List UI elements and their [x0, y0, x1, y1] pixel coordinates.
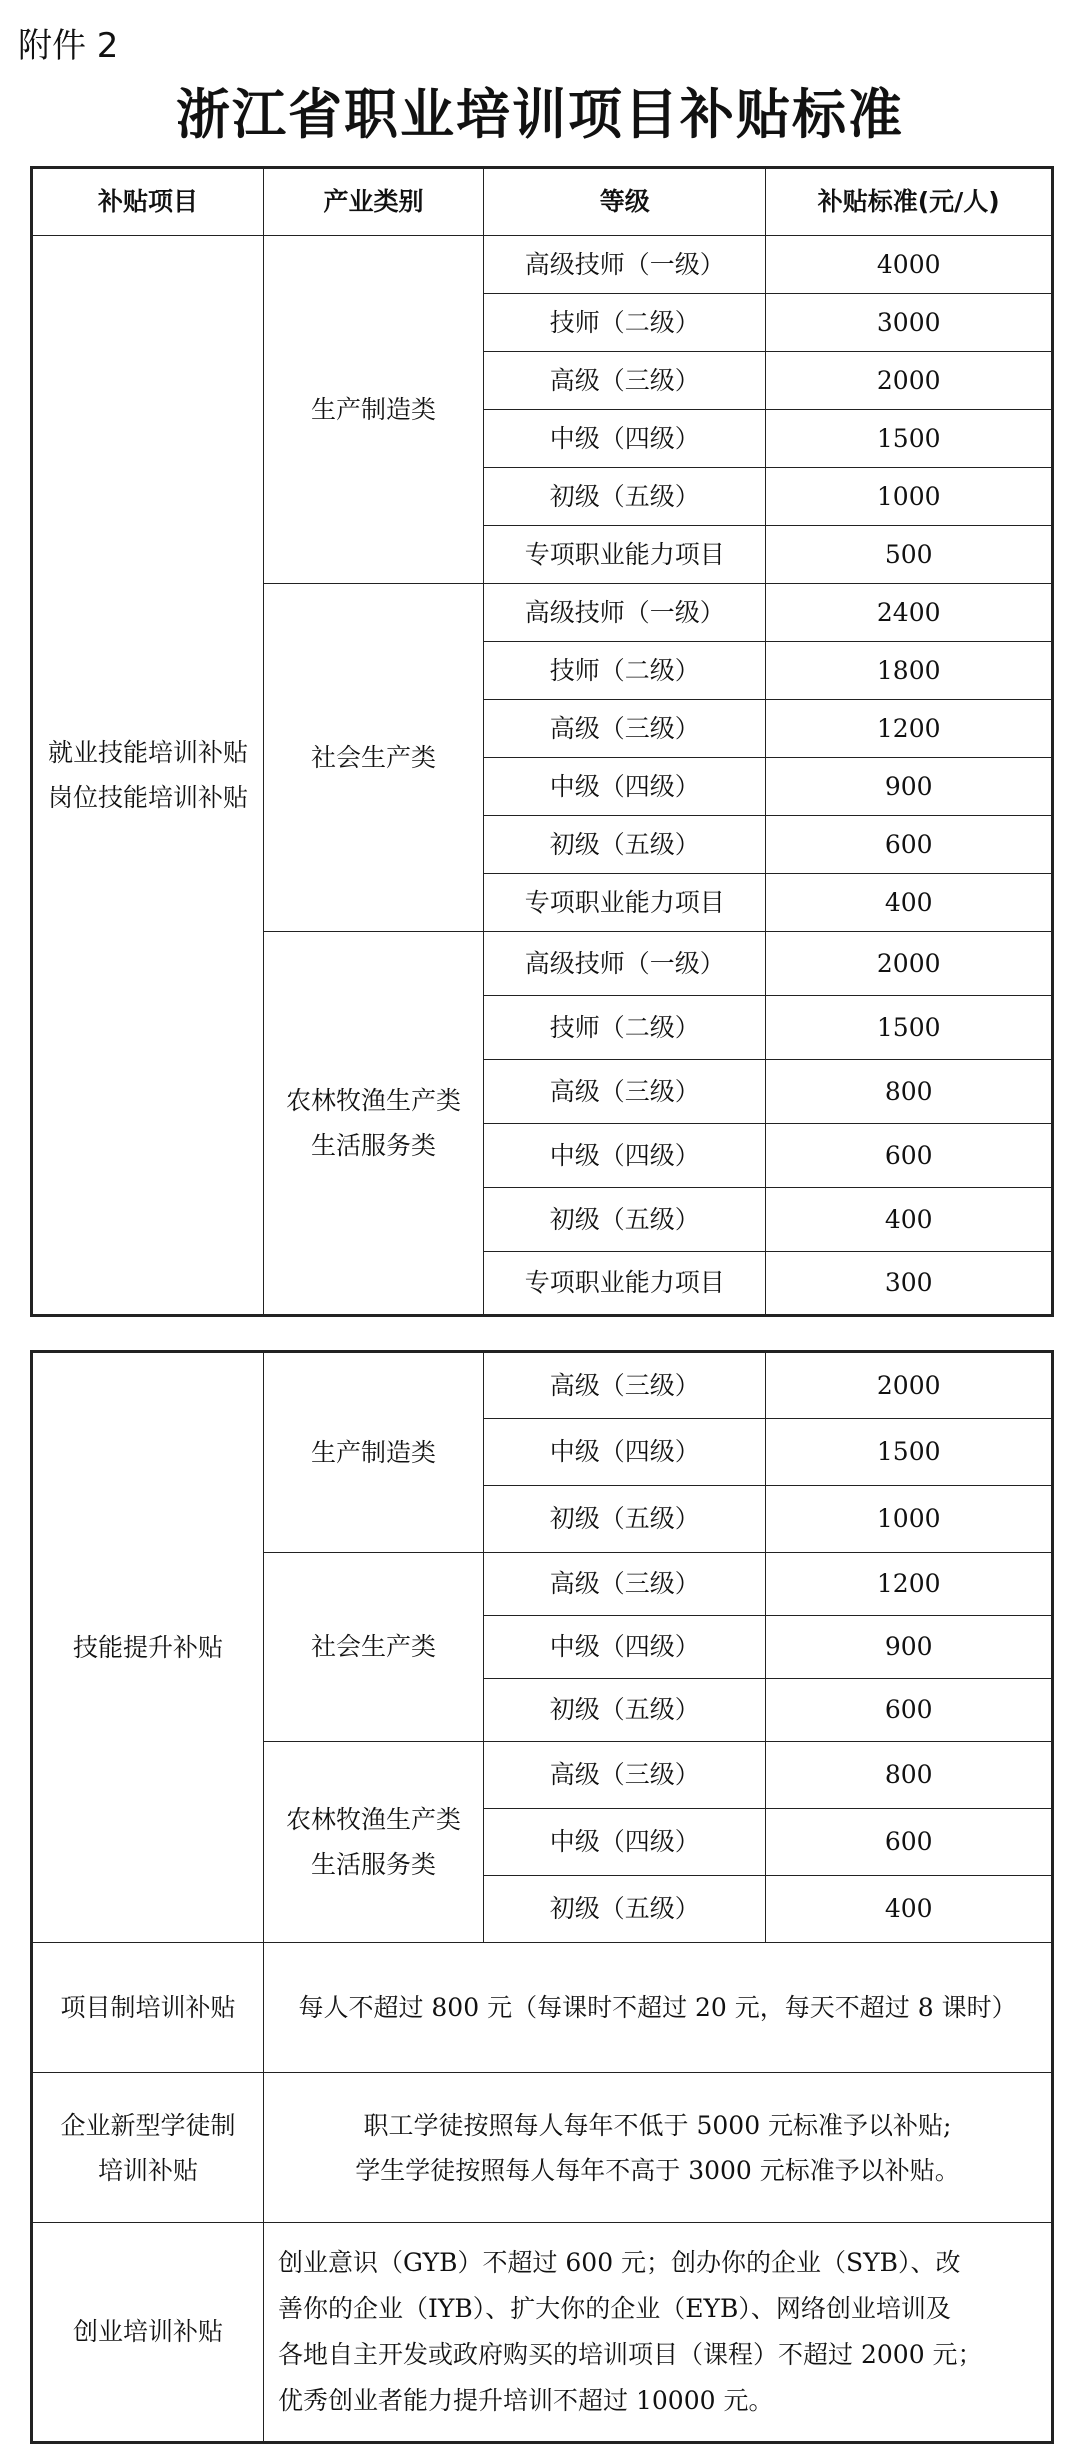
level-cell: 专项职业能力项目 — [483, 874, 765, 932]
value-cell: 400 — [766, 1188, 1053, 1252]
startup-text-line: 优秀创业者能力提升培训不超过 10000 元。 — [278, 2386, 774, 2416]
level-cell: 初级（五级） — [483, 468, 765, 526]
level-cell: 高级技师（一级） — [483, 584, 765, 642]
value-cell: 1200 — [766, 1553, 1053, 1616]
value-cell: 2000 — [766, 352, 1053, 410]
level-cell: 初级（五级） — [483, 1679, 765, 1742]
value-cell: 600 — [766, 1679, 1053, 1742]
category-cell — [264, 1742, 484, 1943]
value-cell: 900 — [766, 1616, 1053, 1679]
apprentice-label-line: 企业新型学徒制 — [60, 2110, 236, 2140]
attachment-label: 附件 2 — [18, 26, 119, 66]
table-row — [32, 236, 1053, 294]
table-row-startup — [32, 2223, 1053, 2443]
value-cell: 3000 — [766, 294, 1053, 352]
value-cell: 600 — [766, 816, 1053, 874]
level-cell: 中级（四级） — [483, 1809, 765, 1876]
value-cell: 2000 — [766, 932, 1053, 996]
value-cell: 800 — [766, 1742, 1053, 1809]
level-cell: 中级（四级） — [483, 1419, 765, 1486]
value-cell: 400 — [766, 1876, 1053, 1943]
category-line: 生活服务类 — [310, 1131, 436, 1160]
level-cell: 高级（三级） — [483, 1060, 765, 1124]
category-cell — [264, 1553, 484, 1742]
apprentice-text-line: 学生学徒按照每人每年不高于 3000 元标准予以补贴。 — [355, 2155, 960, 2185]
category-cell — [264, 584, 484, 932]
value-cell: 1500 — [766, 996, 1053, 1060]
level-cell: 高级技师（一级） — [483, 932, 765, 996]
item-cell-skill-upgrade — [32, 1352, 264, 1943]
level-cell: 技师（二级） — [483, 642, 765, 700]
value-cell: 1200 — [766, 700, 1053, 758]
item-line: 岗位技能培训补贴 — [48, 783, 249, 812]
category-line: 农林牧渔生产类 — [285, 1086, 461, 1115]
category-cell — [264, 932, 484, 1316]
item-cell-employment — [32, 236, 264, 1316]
value-cell: 2400 — [766, 584, 1053, 642]
level-cell: 专项职业能力项目 — [483, 526, 765, 584]
subsidy-table-section-2 — [30, 1350, 1054, 2444]
value-cell: 400 — [766, 874, 1053, 932]
table-row-apprentice — [32, 2073, 1053, 2223]
header-category: 产业类别 — [264, 168, 484, 236]
startup-text-line: 善你的企业（IYB）、扩大你的企业（EYB）、网络创业培训及 — [278, 2293, 951, 2323]
level-cell: 初级（五级） — [483, 1188, 765, 1252]
startup-text — [264, 2223, 1053, 2443]
level-cell: 高级（三级） — [483, 352, 765, 410]
level-cell: 高级技师（一级） — [483, 236, 765, 294]
level-cell: 高级（三级） — [483, 1742, 765, 1809]
apprentice-text — [264, 2073, 1053, 2223]
project-training-text: 每人不超过 800 元（每课时不超过 20 元，每天不超过 8 课时） — [264, 1943, 1053, 2073]
level-cell: 技师（二级） — [483, 996, 765, 1060]
value-cell: 1500 — [766, 410, 1053, 468]
category-line: 生产制造类 — [310, 1437, 436, 1467]
value-cell: 600 — [766, 1809, 1053, 1876]
item-line: 技能提升补贴 — [73, 1632, 224, 1662]
apprentice-text-line: 职工学徒按照每人每年不低于 5000 元标准予以补贴; — [363, 2110, 952, 2140]
category-cell — [264, 236, 484, 584]
item-line: 就业技能培训补贴 — [48, 738, 249, 767]
subsidy-table-section-1 — [30, 166, 1054, 1317]
value-cell: 300 — [766, 1252, 1053, 1316]
value-cell: 1000 — [766, 1486, 1053, 1553]
value-cell: 900 — [766, 758, 1053, 816]
level-cell: 高级（三级） — [483, 1352, 765, 1419]
category-line: 生活服务类 — [310, 1850, 436, 1879]
header-standard: 补贴标准(元/人) — [766, 168, 1053, 236]
level-cell: 高级（三级） — [483, 700, 765, 758]
startup-text-line: 各地自主开发或政府购买的培训项目（课程）不超过 2000 元； — [278, 2340, 983, 2369]
value-cell: 1800 — [766, 642, 1053, 700]
table-header-row — [32, 168, 1053, 236]
document-title: 浙江省职业培训项目补贴标准 — [176, 82, 904, 146]
apprentice-label-line: 培训补贴 — [98, 2155, 199, 2185]
apprentice-label — [32, 2073, 264, 2223]
category-line: 社会生产类 — [310, 742, 436, 772]
table-row — [32, 1352, 1053, 1419]
value-cell: 1500 — [766, 1419, 1053, 1486]
category-line: 农林牧渔生产类 — [285, 1805, 461, 1834]
level-cell: 高级（三级） — [483, 1553, 765, 1616]
value-cell: 500 — [766, 526, 1053, 584]
level-cell: 专项职业能力项目 — [483, 1252, 765, 1316]
value-cell: 600 — [766, 1124, 1053, 1188]
value-cell: 4000 — [766, 236, 1053, 294]
category-line: 生产制造类 — [310, 394, 436, 424]
level-cell: 中级（四级） — [483, 1616, 765, 1679]
level-cell: 中级（四级） — [483, 410, 765, 468]
category-cell — [264, 1352, 484, 1553]
level-cell: 初级（五级） — [483, 1876, 765, 1943]
header-level: 等级 — [483, 168, 765, 236]
value-cell: 2000 — [766, 1352, 1053, 1419]
startup-text-line: 创业意识（GYB）不超过 600 元；创办你的企业（SYB）、改 — [278, 2247, 961, 2277]
project-training-label: 项目制培训补贴 — [32, 1943, 264, 2073]
header-item: 补贴项目 — [32, 168, 264, 236]
startup-label: 创业培训补贴 — [32, 2223, 264, 2443]
value-cell: 1000 — [766, 468, 1053, 526]
level-cell: 初级（五级） — [483, 816, 765, 874]
level-cell: 技师（二级） — [483, 294, 765, 352]
level-cell: 初级（五级） — [483, 1486, 765, 1553]
value-cell: 800 — [766, 1060, 1053, 1124]
level-cell: 中级（四级） — [483, 1124, 765, 1188]
table-row-project-training — [32, 1943, 1053, 2073]
level-cell: 中级（四级） — [483, 758, 765, 816]
category-line: 社会生产类 — [310, 1632, 436, 1661]
